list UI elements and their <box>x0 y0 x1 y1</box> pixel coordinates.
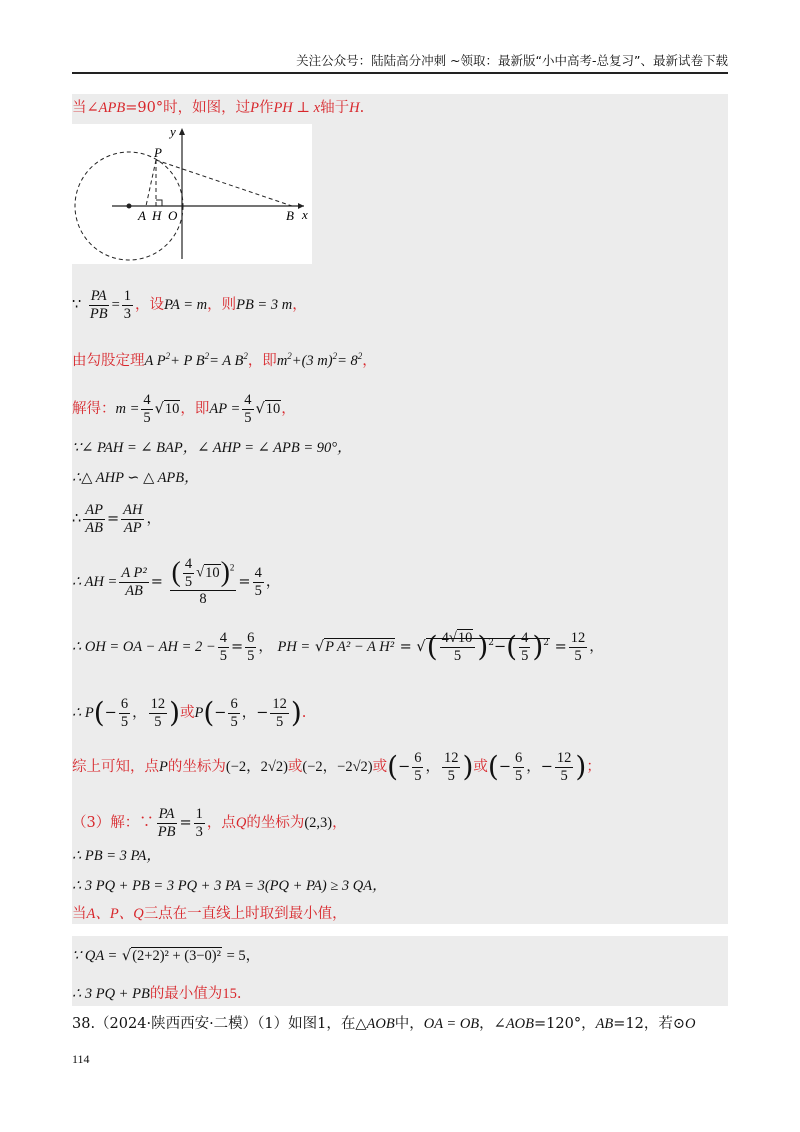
intro-line: 当∠APB=90°时，如图，过P作PH ⊥ x轴于H. <box>72 100 365 116</box>
label-y: y <box>170 124 176 139</box>
line-proportion: ∴ $\frac{AP}{AB}$ = $\frac{AH}{AP}$ ， <box>72 502 161 536</box>
label-b: B <box>286 208 294 223</box>
y-axis-arrow <box>179 128 185 135</box>
line-similar: ∴△ AHP ∽ △ APB， <box>72 470 199 486</box>
line-collinear: 当A、P、Q三点在一直线上时取到最小值， <box>72 906 347 922</box>
page-number: 114 <box>72 1052 90 1066</box>
line-min-value: ∴ 3 PQ + PB的最小值为15. <box>72 986 242 1002</box>
line-pb-3pa: ∴ PB = 3 PA， <box>72 848 161 864</box>
line-p-coords: ∴ P(− $\frac{6}{5}$ ， $\frac{12}{5}$ )或P(− $\frac{6}{5}$ ，− $\frac{12}{5}$ ). <box>72 696 307 730</box>
line-ratio: ∵ $\frac{PA}{PB}$ = $\frac{1}{3}$ ，设PA = m，则PB = 3 m， <box>72 288 307 322</box>
coordinate-figure <box>72 124 312 264</box>
line-pythagoras: 由勾股定理A $P^2+ P$ $B^2= A$ $B^2$，即$m^2+(3$ $m)^2= 8^2$， <box>72 351 377 369</box>
problem-38: 38.（2024·陕西西安·二模）（1）如图1，在△AOB中，OA = OB，∠AOB=120°，AB=12，若⊙O <box>72 1016 696 1032</box>
line-angles: ∵∠ PAH = ∠ BAP，∠ AHP = ∠ APB = 90°， <box>72 440 352 456</box>
line-ah: ∴ AH = $\frac{\text{A P²}}{AB}$ = ( $\frac{4}{5}$ √10)$^2$ 8 = $\frac{4}{5}$ ， <box>72 556 281 608</box>
figure-svg <box>72 124 312 264</box>
label-a: A <box>138 208 146 223</box>
page-header: 关注公众号：陆陆高分冲刺 ~领取：最新版“小中高考-总复习”、最新试卷下载 <box>72 50 728 74</box>
line-qa: ∵ QA = √(2+2)² + (3−0)² = 5， <box>72 948 261 964</box>
line-inequality: ∴ 3 PQ + PB = 3 PQ + 3 PA = 3(PQ + PA) ≥ 3 QA， <box>72 878 387 894</box>
line-solve: 解得：m = $\frac{4}{5}$ √10，即AP = $\frac{4}{5}$ √10， <box>72 392 296 426</box>
label-p: P <box>154 145 162 160</box>
segment-pa <box>146 160 156 206</box>
line-part3: （3）解：∵ $\frac{PA}{PB}$ = $\frac{1}{3}$ ，点Q的坐标为(2,3)， <box>72 806 347 840</box>
line-summary: 综上可知，点P的坐标为(−2，2√2)或(−2，−2√2)或(− $\frac{6}{5}$ ， $\frac{12}{5}$ )或(− $\frac{6}{5}$ ，− $\frac{12}{5}$ )； <box>72 750 601 784</box>
circle-center-dot <box>127 204 132 209</box>
label-x: x <box>302 207 308 222</box>
right-angle-mark <box>156 200 162 206</box>
label-h: H <box>152 208 162 223</box>
line-oh-ph: ∴ OH = OA − AH = 2 − $\frac{4}{5}$ = $\frac{6}{5}$ ， PH = √P A² − A H² = √( $\frac{4√10}{5}$ )$^2$−( $\frac{4}{5}$ )$^2$ = $\frac{12}{5}$ ， <box>72 630 604 664</box>
segment-pb <box>156 160 292 206</box>
label-o: O <box>168 208 178 223</box>
